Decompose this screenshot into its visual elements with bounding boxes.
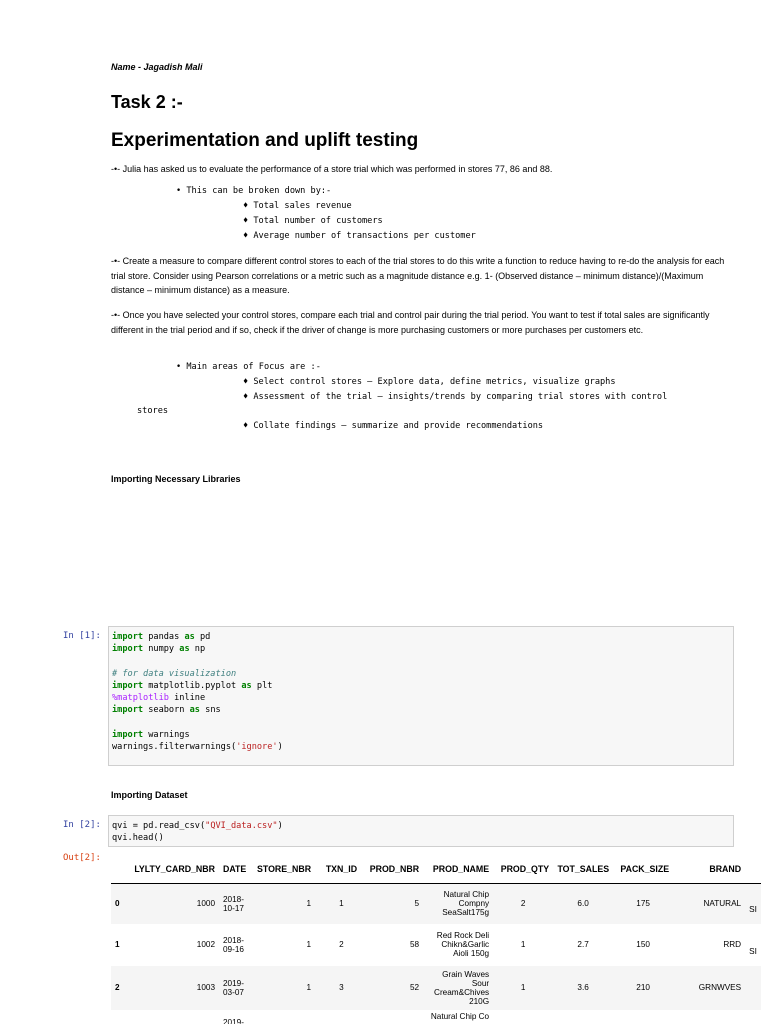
table-row: [111, 884, 761, 924]
code-token: sns: [199, 705, 221, 716]
row-index: 2: [115, 983, 120, 992]
table-cell: 1: [306, 940, 312, 949]
table-cell: 3: [339, 983, 344, 992]
input-prompt: In [2]:: [63, 820, 101, 830]
table-cell: 2: [339, 940, 344, 949]
table-row: [111, 924, 761, 966]
table-cell: [361, 1010, 423, 1024]
table-cell: 1000: [196, 899, 215, 909]
column-header: LYLTY_CARD_NBR: [125, 855, 219, 884]
table-cell: 1: [306, 899, 312, 909]
measure-paragraph: -•- Create a measure to compare different control stores to each of the trial stores to do this write a function to reduce having to re-do the analysis for each trial store. Consider using Pearson correlations or a metric such as a magnitude distance e.g. 1- (Observed distance – minimum distance)/(Maximum distance – minimum distance) as a measure.: [111, 256, 725, 295]
keyword: as: [184, 632, 195, 642]
row-index: [111, 1010, 125, 1024]
column-header: DATE: [219, 855, 253, 884]
breakdown-lead: • This can be broken down by:-: [176, 186, 332, 196]
focus-item: ♦ Assessment of the trial – insights/trends by comparing trial stores with control: [243, 392, 668, 402]
focus-lead: • Main areas of Focus are :-: [176, 362, 321, 372]
table-cell: [553, 1010, 613, 1024]
table-cell: [125, 1010, 219, 1024]
table-cell: [613, 1010, 673, 1024]
table-cell: Grain Waves Sour Cream&Chives 210G: [434, 969, 490, 1006]
table-header-row: [111, 855, 761, 884]
column-header: PROD_NBR: [361, 855, 423, 884]
table-cell: 1: [306, 983, 312, 992]
column-header: TXN_ID: [315, 855, 361, 884]
output-prompt: Out[2]:: [63, 853, 101, 863]
table-cell: 52: [410, 983, 420, 992]
code-string: "QVI_data.csv": [205, 821, 278, 831]
table-cell: 2.7: [577, 940, 589, 949]
table-cell: 210: [636, 983, 650, 992]
keyword: import: [112, 644, 144, 655]
table-cell: 1: [520, 983, 526, 992]
column-header: PROD_QTY: [493, 855, 553, 884]
focus-item-continuation: stores: [137, 406, 169, 416]
code-comment: # for data visualization: [112, 668, 237, 679]
table-cell: SI: [749, 946, 757, 956]
code-token: pd: [194, 632, 211, 642]
breakdown-item: ♦ Total sales revenue: [243, 201, 352, 211]
task-heading: Task 2 :-: [111, 92, 183, 112]
keyword: import: [112, 705, 144, 716]
code-token: qvi.head(): [112, 833, 164, 844]
column-header: PACK_SIZE: [613, 855, 673, 884]
table-cell: 1: [339, 899, 344, 909]
table-cell: Red Rock Deli Chikn&Garlic Aioli 150g: [436, 931, 490, 958]
table-cell: RRD: [723, 940, 742, 949]
table-cell: 1: [520, 940, 526, 949]
code-token: ): [277, 741, 283, 752]
dataframe-table: [111, 855, 761, 1024]
table-cell: [315, 1010, 361, 1024]
table-cell: 2019-03-07: [223, 978, 244, 997]
keyword: import: [112, 729, 144, 740]
keyword: as: [179, 644, 190, 655]
focus-item: ♦ Collate findings – summarize and provide recommendations: [243, 421, 544, 431]
section-heading-dataset: Importing Dataset: [111, 790, 188, 800]
code-token: inline: [168, 693, 206, 704]
code-token: numpy: [143, 644, 180, 655]
table-cell: GRNWVES: [698, 983, 742, 992]
code-token: matplotlib.pyplot: [143, 680, 242, 691]
table-cell: SI: [749, 904, 757, 914]
column-header: PROD_NAME: [423, 855, 493, 884]
table-cell: NATURAL: [703, 899, 742, 909]
code-token: seaborn: [143, 705, 190, 716]
table-cell: 2019-: [223, 1017, 244, 1024]
column-header: [745, 855, 761, 884]
section-heading-libraries: Importing Necessary Libraries: [111, 474, 241, 484]
column-header: BRAND: [673, 855, 745, 884]
intro-paragraph: -•- Julia has asked us to evaluate the performance of a store trial which was performed in stores 77, 86 and 88.: [111, 164, 553, 174]
table-row: [111, 1010, 761, 1024]
author-name: Name - Jagadish Mali: [111, 62, 203, 72]
code-cell-imports[interactable]: [108, 626, 734, 766]
keyword: as: [241, 680, 252, 691]
magic-command: %matplotlib: [112, 693, 169, 704]
code-token: qvi = pd.read_csv(: [112, 821, 206, 831]
table-cell: [253, 1010, 315, 1024]
code-token: ): [277, 821, 283, 831]
code-token: plt: [251, 680, 273, 691]
table-cell: 1002: [196, 940, 215, 949]
table-cell: 3.6: [577, 983, 589, 992]
code-token: np: [189, 644, 206, 655]
table-cell: 2018-10-17: [223, 894, 244, 913]
code-token: warnings: [143, 729, 190, 740]
table-cell: 58: [410, 940, 420, 949]
table-cell: 6.0: [577, 899, 589, 909]
table-cell: Natural Chip Co: [430, 1011, 490, 1021]
row-index: 1: [115, 940, 120, 949]
compare-paragraph: -•- Once you have selected your control stores, compare each trial and control pair during the trial period. You want to test if total sales are significantly different in the trial period and if so, check if the driver of change is more purchasing customers or more purchases per customers etc.: [111, 310, 710, 335]
table-cell: Natural Chip Compny SeaSalt175g: [442, 890, 490, 918]
code-cell-read-csv[interactable]: [108, 815, 734, 847]
row-index: 0: [115, 899, 120, 909]
code-string: 'ignore': [236, 741, 278, 752]
table-cell: [673, 1010, 745, 1024]
table-cell: [493, 1010, 553, 1024]
table-cell: 150: [636, 940, 650, 949]
keyword: as: [189, 705, 200, 716]
keyword: import: [112, 680, 144, 691]
column-header: TOT_SALES: [553, 855, 613, 884]
column-header: [111, 855, 125, 884]
code-token: warnings.filterwarnings(: [112, 741, 237, 752]
table-cell: 2: [520, 899, 526, 909]
page-title: Experimentation and uplift testing: [111, 130, 419, 151]
keyword: import: [112, 632, 144, 642]
focus-item: ♦ Select control stores – Explore data, define metrics, visualize graphs: [243, 377, 616, 387]
dataframe-output: [111, 855, 768, 1024]
breakdown-item: ♦ Total number of customers: [243, 216, 383, 226]
column-header: STORE_NBR: [253, 855, 315, 884]
input-prompt: In [1]:: [63, 631, 101, 641]
table-cell: 1003: [196, 983, 215, 992]
breakdown-item: ♦ Average number of transactions per customer: [243, 231, 476, 241]
table-cell: 175: [636, 899, 650, 909]
table-cell: [745, 1010, 761, 1024]
table-cell: [745, 966, 761, 1010]
table-row: [111, 966, 761, 1010]
code-token: pandas: [143, 632, 185, 642]
table-cell: 5: [414, 899, 420, 909]
table-cell: 2018-09-16: [223, 935, 244, 954]
